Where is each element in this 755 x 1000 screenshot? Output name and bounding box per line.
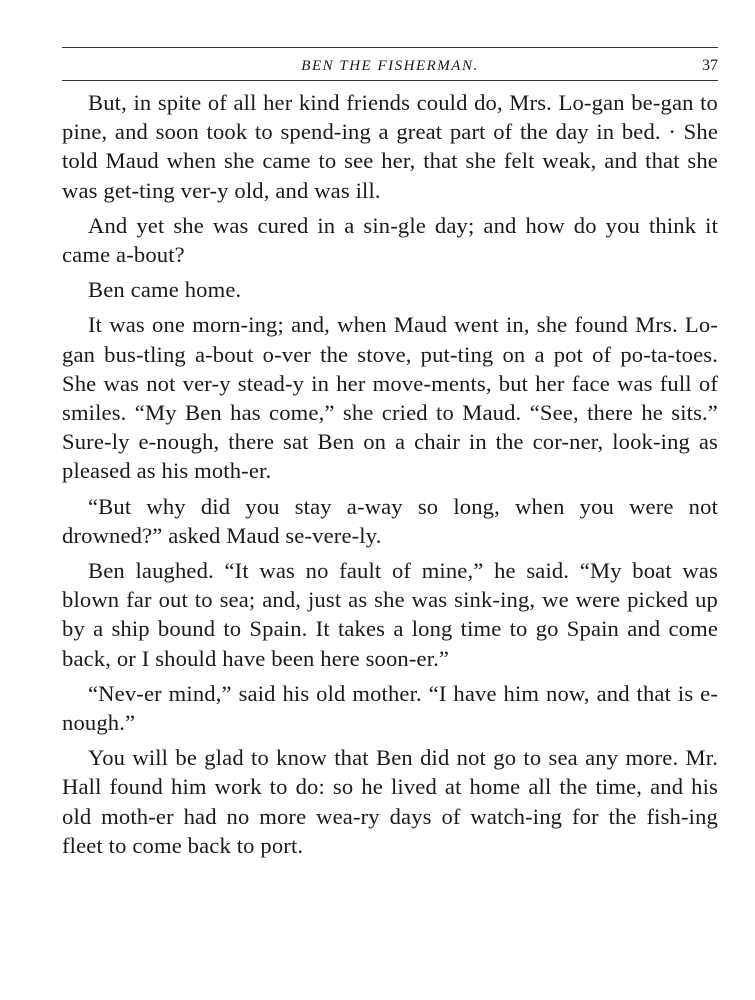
header-rule-top <box>62 47 718 48</box>
header-rule-bottom <box>62 80 718 81</box>
page-number: 37 <box>702 57 718 74</box>
paragraph-1: But, in spite of all her kind friends could do, Mrs. Lo-gan be-gan to pine, and soon took to spend-ing a great part of the day in bed. · She told Maud when she came to see her, that she felt weak, and that she was get-ting ver-y old, and was ill. <box>62 90 718 203</box>
body-text <box>62 88 718 866</box>
paragraph-3: Ben came home. <box>88 277 242 303</box>
paragraph-5: “But why did you stay a-way so long, when you were not drowned?” asked Maud se-vere-ly. <box>62 493 718 548</box>
paragraph-4: It was one morn-ing; and, when Maud went in, she found Mrs. Lo-gan bus-tling a-bout o-ver the stove, put-ting on a pot of po-ta-toes. She was not ver-y stead-y in her move-ments, but her face was full of smiles. “My Ben has come,” she cried to Maud. “See, there he sits.” Sure-ly e-nough, there sat Ben on a chair in the cor-ner, look-ing as pleased as his moth-er. <box>62 312 718 484</box>
running-head <box>62 55 718 77</box>
paragraph-7: “Nev-er mind,” said his old mother. “I have him now, and that is e-nough.” <box>62 680 718 736</box>
paragraph-6: Ben laughed. “It was no fault of mine,” he said. “My boat was blown far out to sea; and, just as she was sink-ing, we were picked up by a ship bound to Spain. It takes a long time to go Spain and come back, or I should have been here soon-er.” <box>62 558 718 671</box>
running-title: BEN THE FISHERMAN. <box>301 58 479 74</box>
paragraph-8: You will be glad to know that Ben did not go to sea any more. Mr. Hall found him work to do: so he lived at home all the time, and his old moth-er had no more wea-ry days of watch-ing for the fish-ing fleet to come back to port. <box>62 745 718 858</box>
paragraph-2: And yet she was cured in a sin-gle day; and how do you think it came a-bout? <box>62 212 718 268</box>
